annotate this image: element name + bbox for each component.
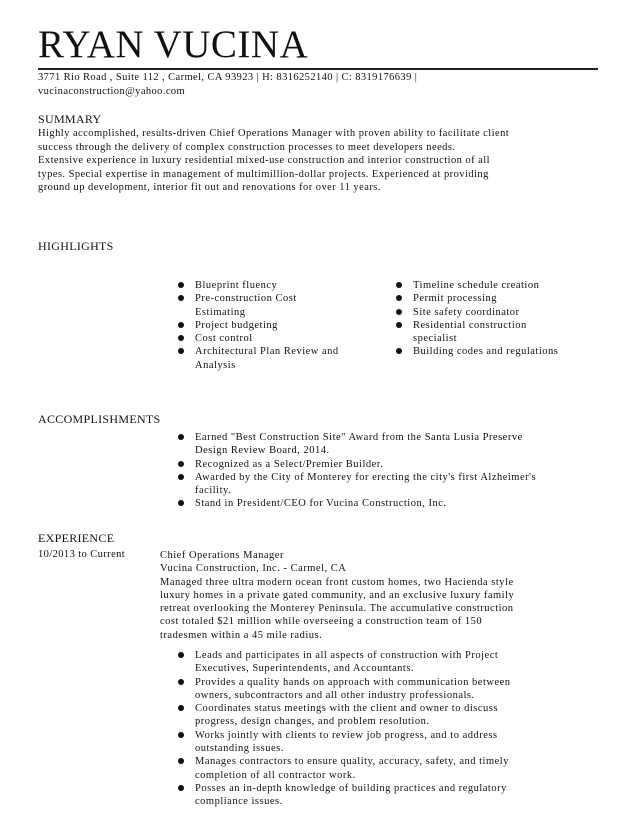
job-description-line: luxury homes in a private gated community, and an exclusive luxury family: [160, 589, 515, 601]
summary-line: types. Special expertise in management of multimillion-dollar projects. Experienced at providing: [38, 168, 489, 180]
job-duties-list: [175, 649, 600, 809]
job-duty-item: Manages contractors to ensure quality, accuracy, safety, and timely completion of all contractor work.: [175, 755, 600, 782]
contact-email: vucinaconstruction@yahoo.com: [38, 86, 186, 97]
job-company: Vucina Construction, Inc. - Carmel, CA: [160, 563, 347, 575]
highlight-item: Building codes and regulations: [393, 345, 603, 358]
highlight-item: Project budgeting: [175, 319, 375, 332]
highlights-list-right: [393, 279, 603, 359]
summary-line: ground up development, interior fit out and renovations for over 11 years.: [38, 182, 381, 194]
job-title: Chief Operations Manager: [160, 550, 284, 561]
highlight-item: Cost control: [175, 332, 375, 345]
highlight-item: Residential construction specialist: [393, 319, 603, 346]
accomplishment-item: Stand in President/CEO for Vucina Construction, Inc.: [175, 497, 600, 510]
summary-line: success through the delivery of complex construction processes to meet developers needs.: [38, 141, 456, 153]
job-duty-item: Provides a quality hands on approach with communication between owners, subcontractors and all other industry professionals.: [175, 676, 600, 703]
contact-address-phones: 3771 Rio Road , Suite 112 , Carmel, CA 93923 | H: 8316252140 | C: 8319176639 |: [38, 72, 418, 83]
candidate-name: RYAN VUCINA: [38, 23, 309, 66]
highlight-item: Architectural Plan Review and Analysis: [175, 345, 375, 372]
summary-text: [38, 127, 598, 195]
summary-heading: SUMMARY: [38, 112, 102, 126]
highlight-item: Timeline schedule creation: [393, 279, 603, 292]
accomplishments-list: [175, 431, 600, 511]
job-description-line: Managed three ultra modern ocean front custom homes, two Hacienda style: [160, 576, 514, 588]
summary-line: Highly accomplished, results-driven Chief Operations Manager with proven ability to facilitate client: [38, 128, 510, 139]
header-divider: [38, 68, 598, 70]
summary-line: Extensive experience in luxury residential mixed-use construction and interior construction of all: [38, 155, 491, 167]
job-duty-item: Posses an in-depth knowledge of building practices and regulatory compliance issues.: [175, 782, 600, 809]
job-duty-item: Coordinates status meetings with the client and owner to discuss progress, design changes, and problem resolution.: [175, 702, 600, 729]
job-entry: [160, 549, 600, 642]
highlights-heading: HIGHLIGHTS: [38, 239, 114, 253]
contact-info: [38, 71, 417, 99]
experience-heading: EXPERIENCE: [38, 531, 115, 545]
highlight-item: Blueprint fluency: [175, 279, 375, 292]
job-description-line: tradesmen within a 45 mile radius.: [160, 629, 323, 641]
job-duty-item: Leads and participates in all aspects of construction with Project Executives, Superintendents, and Accountants.: [175, 649, 600, 676]
accomplishment-item: Recognized as a Select/Premier Builder.: [175, 458, 600, 471]
job-description-line: cost totaled $21 million while overseeing a construction team of 150: [160, 616, 483, 628]
accomplishment-item: Earned "Best Construction Site" Award from the Santa Lusia Preserve Design Review Board, 2014.: [175, 431, 600, 458]
highlight-item: Site safety coordinator: [393, 306, 603, 319]
job-duty-item: Works jointly with clients to review job progress, and to address outstanding issues.: [175, 729, 600, 756]
highlight-item: Permit processing: [393, 292, 603, 305]
accomplishments-heading: ACCOMPLISHMENTS: [38, 412, 161, 426]
accomplishment-item: Awarded by the City of Monterey for erecting the city's first Alzheimer's facility.: [175, 471, 600, 498]
highlight-item: Pre-construction Cost Estimating: [175, 292, 375, 319]
highlights-list-left: [175, 279, 375, 372]
job-date-range: 10/2013 to Current: [38, 549, 126, 560]
job-description-line: retreat overlooking the Monterey Peninsula. The accumulative construction: [160, 603, 514, 615]
